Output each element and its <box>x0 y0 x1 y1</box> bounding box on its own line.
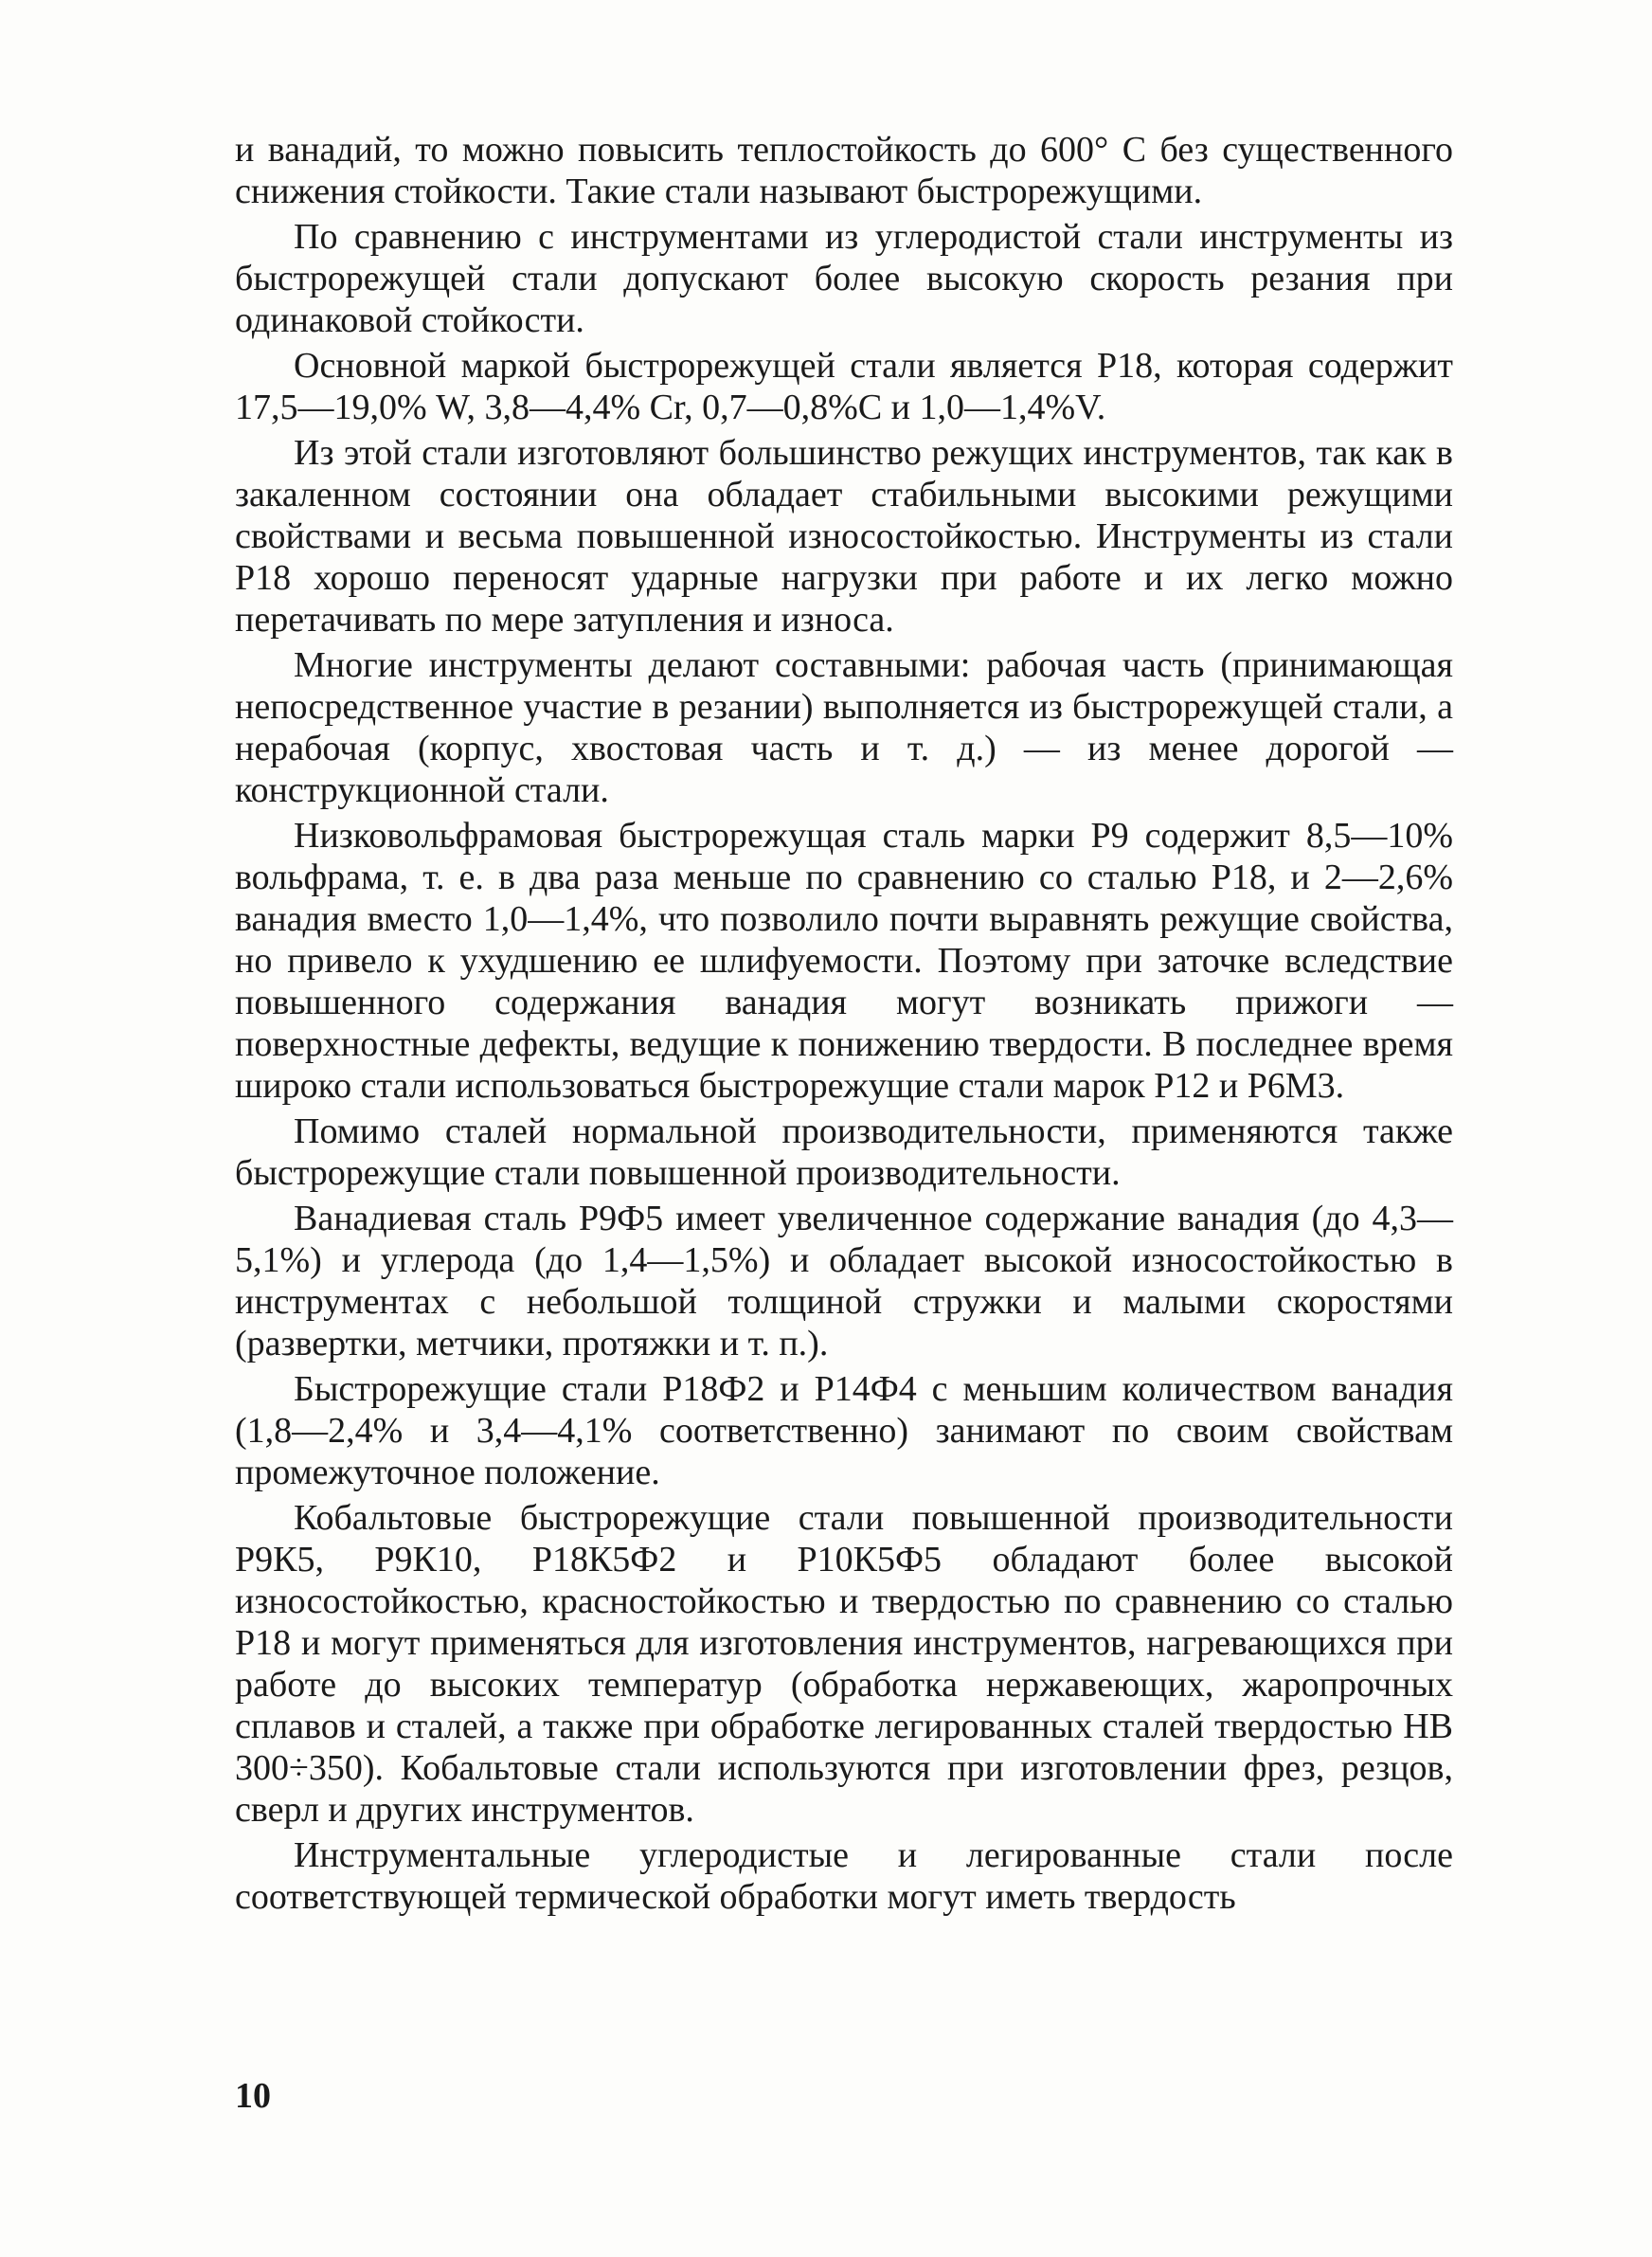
paragraph-p18-properties: Из этой стали изготовляют большинство режущих инструментов, так как в закаленном состоянии она обладает стабильными высокими режущими свойствами и весьма повышенной износостойкостью. Инструменты из стали Р18 хорошо переносят ударные нагрузки при работе и их легко можно перетачивать по мере затупления и износа. <box>235 433 1453 640</box>
paragraph-hardness: Инструментальные углеродистые и легированные стали после соответствующей термической обработки могут иметь твердость <box>235 1835 1453 1917</box>
paragraph-comparison: По сравнению с инструментами из углеродистой стали инструменты из быстрорежущей стали допускают более высокую скорость резания при одинаковой стойкости. <box>235 217 1453 340</box>
page-number: 10 <box>235 2076 271 2116</box>
paragraph-p18-composition: Основной маркой быстрорежущей стали является Р18, которая содержит 17,5—19,0% W, 3,8—4,4% Cr, 0,7—0,8%C и 1,0—1,4%V. <box>235 346 1453 427</box>
paragraph-vanadium-steel: Ванадиевая сталь Р9Ф5 имеет увеличенное содержание ванадия (до 4,3—5,1%) и углерода (до 1,4—1,5%) и обладает высокой износостойкостью в инструментах с небольшой толщиной стружки и малыми скоростями (развертки, метчики, протяжки и т. п.). <box>235 1199 1453 1363</box>
paragraph-high-productivity: Помимо сталей нормальной производительности, применяются также быстрорежущие стали повышенной производительности. <box>235 1111 1453 1193</box>
body-text <box>235 129 1453 1922</box>
paragraph-cobalt-steels: Кобальтовые быстрорежущие стали повышенной производительности Р9К5, Р9К10, Р18К5Ф2 и Р10К5Ф5 обладают более высокой износостойкостью, красностойкостью и твердостью по сравнению со сталью Р18 и могут применяться для изготовления инструментов, нагревающихся при работе до высоких температур (обработка нержавеющих, жаропрочных сплавов и сталей, а также при обработке легированных сталей твердостью НВ 300÷350). Кобальтовые стали используются при изготовлении фрез, резцов, сверл и других инструментов. <box>235 1498 1453 1830</box>
paragraph-continuation: и ванадий, то можно повысить теплостойкость до 600° С без существенного снижения стойкости. Такие стали называют быстрорежущими. <box>235 130 1453 211</box>
paragraph-p9-steel: Низковольфрамовая быстрорежущая сталь марки Р9 содержит 8,5—10% вольфрама, т. е. в два раза меньше по сравнению со сталью Р18, и 2—2,6% ванадия вместо 1,0—1,4%, что позволило почти выравнять режущие свойства, но привело к ухудшению ее шлифуемости. Поэтому при заточке вследствие повышенного содержания ванадия могут возникать прижоги — поверхностные дефекты, ведущие к понижению твердости. В последнее время широко стали использоваться быстрорежущие стали марок Р12 и Р6М3. <box>235 816 1453 1106</box>
paragraph-composite-tools: Многие инструменты делают составными: рабочая часть (принимающая непосредственное участие в резании) выполняется из быстрорежущей стали, а нерабочая (корпус, хвостовая часть и т. д.) — из менее дорогой — конструкционной стали. <box>235 645 1453 810</box>
paragraph-p18f2-p14f4: Быстрорежущие стали Р18Ф2 и Р14Ф4 с меньшим количеством ванадия (1,8—2,4% и 3,4—4,1% соответственно) занимают по своим свойствам промежуточное положение. <box>235 1369 1453 1492</box>
